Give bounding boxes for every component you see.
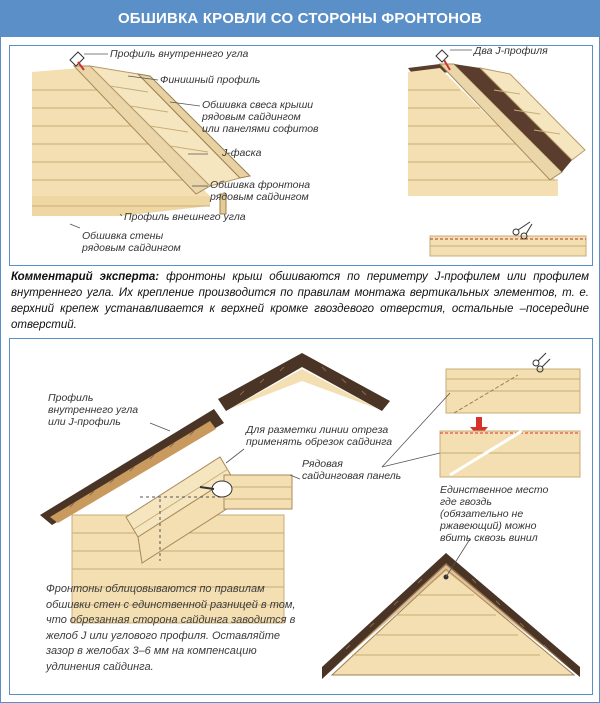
label-gable-siding bbox=[209, 179, 310, 203]
expert-comment bbox=[11, 269, 589, 333]
label-panel bbox=[302, 458, 401, 482]
svg-text:Обшивка фронтона: Обшивка фронтона bbox=[210, 179, 311, 191]
top-illustration-panel bbox=[9, 45, 593, 266]
label-two-j-profiles: Два J-профиля bbox=[474, 46, 548, 57]
panel-cutting-illustration bbox=[382, 353, 580, 477]
svg-text:сайдинговая панель: сайдинговая панель bbox=[302, 470, 402, 482]
gable-triangle-illustration bbox=[322, 539, 580, 679]
svg-text:рядовым сайдингом: рядовым сайдингом bbox=[82, 242, 181, 254]
svg-text:(обязательно не: (обязательно не bbox=[440, 508, 524, 520]
label-j-bevel: J-фаска bbox=[222, 147, 262, 159]
expert-comment-body: фронтоны крыш обшиваются по периметру J-профилем или профилем внутреннего угла. Их крепление производится по правилам монтажа вертикальных элементов, т. е. верхний крепеж устанавливается к верхней кромке гвоздевого отверстия, остальные –посередине отверстий. bbox=[11, 271, 589, 331]
svg-text:рядовым сайдингом: рядовым сайдингом bbox=[210, 191, 309, 203]
svg-text:рядовым сайдингом: рядовым сайдингом bbox=[202, 111, 301, 123]
label-overhang bbox=[201, 99, 319, 135]
svg-text:Единственное место: Единственное место bbox=[440, 484, 549, 496]
label-profile bbox=[48, 392, 138, 428]
expert-comment-lead: Комментарий эксперта: bbox=[11, 271, 160, 283]
label-inner-corner-profile: Профиль внутреннего угла bbox=[110, 48, 249, 60]
svg-text:Профиль: Профиль bbox=[48, 392, 94, 404]
svg-text:ржавеющий) можно: ржавеющий) можно bbox=[440, 520, 537, 532]
top-diagram bbox=[10, 46, 592, 265]
label-marking bbox=[245, 424, 392, 448]
installation-note: Фронтоны облицовываются по правилам обшивки стен с единственной разницей в том, что обрезанная сторона сайдинга заводится в желоб J или углового профиля. Оставляйте зазор в желобах 3–6 мм на компенсацию удлинения сайдинга. bbox=[46, 583, 296, 673]
svg-text:внутреннего угла: внутреннего угла bbox=[48, 404, 139, 416]
right-roof-illustration bbox=[408, 50, 586, 256]
svg-text:Обшивка стены: Обшивка стены bbox=[82, 230, 164, 242]
svg-text:Обшивка свеса крыши: Обшивка свеса крыши bbox=[202, 99, 314, 111]
label-wall-siding bbox=[81, 230, 181, 254]
label-nail-place bbox=[439, 484, 548, 544]
svg-text:Для разметки линии отреза: Для разметки линии отреза bbox=[246, 424, 389, 436]
label-outer-corner-profile: Профиль внешнего угла bbox=[124, 211, 246, 223]
svg-text:применять обрезок сайдинга: применять обрезок сайдинга bbox=[246, 436, 393, 448]
svg-text:Рядовая: Рядовая bbox=[302, 458, 343, 470]
ridge-detail-illustration bbox=[218, 353, 390, 411]
svg-text:или J-профиль: или J-профиль bbox=[48, 416, 121, 428]
label-finish-profile: Финишный профиль bbox=[160, 74, 261, 86]
svg-text:где гвоздь: где гвоздь bbox=[440, 496, 492, 508]
page-title: ОБШИВКА КРОВЛИ СО СТОРОНЫ ФРОНТОНОВ bbox=[1, 1, 599, 37]
svg-text:или панелями софитов: или панелями софитов bbox=[202, 123, 319, 135]
svg-text:вбить сквозь винил: вбить сквозь винил bbox=[440, 532, 538, 544]
